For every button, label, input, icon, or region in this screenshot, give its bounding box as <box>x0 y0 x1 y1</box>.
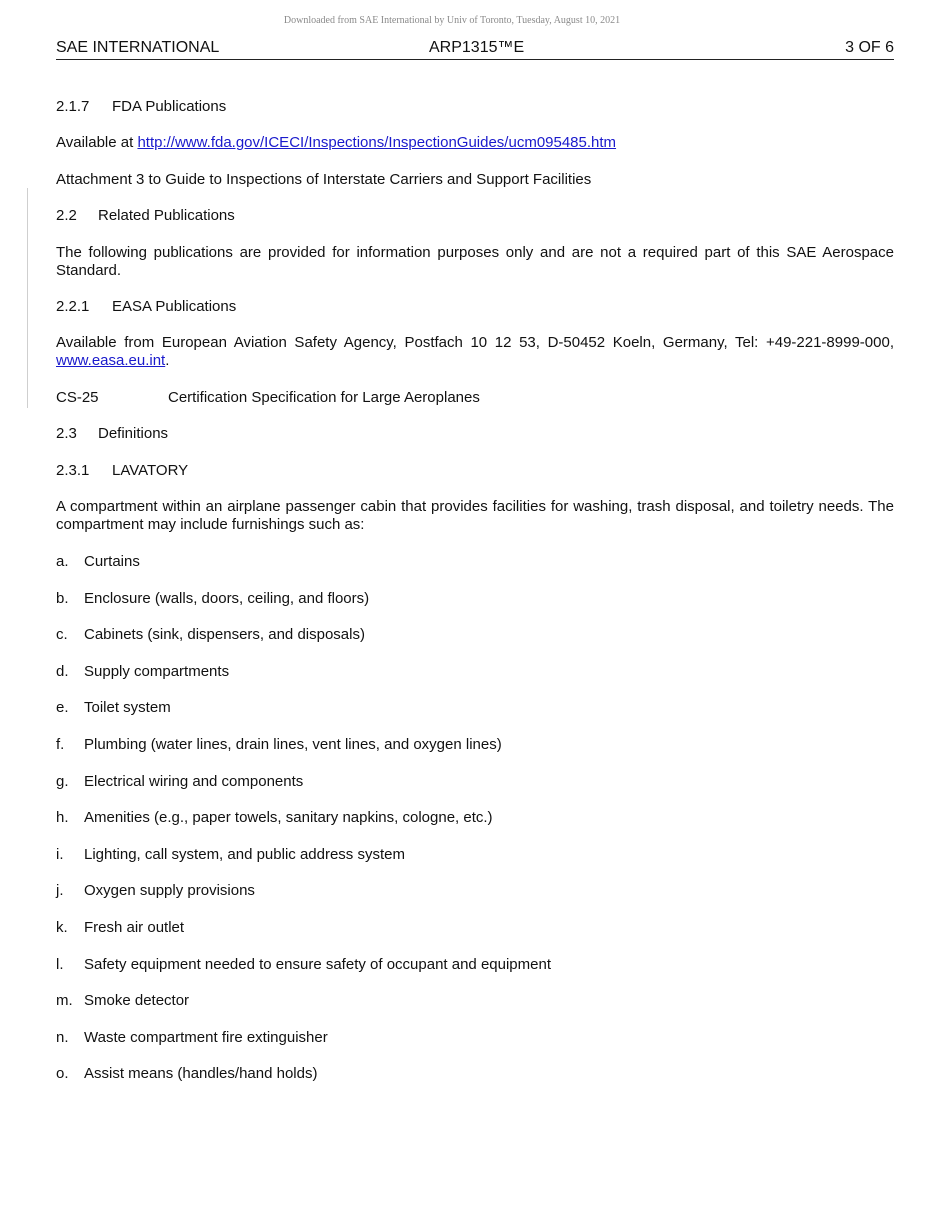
list-item-text: Enclosure (walls, doors, ceiling, and floors) <box>84 590 370 607</box>
list-item-letter: f. <box>56 736 65 753</box>
section-2-3-1-heading <box>56 462 188 480</box>
list-item-letter: l. <box>56 956 64 973</box>
list-item-text: Safety equipment needed to ensure safety of occupant and equipment <box>84 956 551 973</box>
section-title: EASA Publications <box>112 298 237 315</box>
list-item-letter: i. <box>56 846 64 863</box>
header-page-number: 3 OF 6 <box>845 39 894 56</box>
easa-url-suffix: . <box>165 352 170 369</box>
list-item-text: Plumbing (water lines, drain lines, vent lines, and oxygen lines) <box>84 736 502 753</box>
list-item-letter: j. <box>56 882 64 899</box>
list-item-letter: d. <box>56 663 69 680</box>
list-item-text: Smoke detector <box>84 992 190 1009</box>
list-item-letter: k. <box>56 919 68 936</box>
easa-url-link[interactable]: www.easa.eu.int <box>56 352 166 369</box>
revision-bar <box>27 188 28 408</box>
list-item-text: Lighting, call system, and public address system <box>84 846 405 863</box>
fda-attachment: Attachment 3 to Guide to Inspections of Interstate Carriers and Support Facilities <box>56 171 592 188</box>
header-org: SAE INTERNATIONAL <box>56 39 220 56</box>
list-item-letter: n. <box>56 1029 69 1046</box>
header-doc-id: ARP1315™E <box>429 39 525 56</box>
list-item-text: Cabinets (sink, dispensers, and disposals) <box>84 626 365 643</box>
list-item-letter: b. <box>56 590 69 607</box>
list-item-text: Toilet system <box>84 699 171 716</box>
cs25-code: CS-25 <box>56 389 99 406</box>
list-item-letter: c. <box>56 626 68 643</box>
cs25-title: Certification Specification for Large Aeroplanes <box>168 389 480 406</box>
section-title: Definitions <box>98 425 169 442</box>
list-item-text: Supply compartments <box>84 663 230 680</box>
related-publications-text: The following publications are provided for information purposes only and are not a required part of this SAE Aerospace Standard. <box>56 244 894 279</box>
page-header <box>56 39 894 60</box>
list-item-letter: o. <box>56 1065 69 1082</box>
section-title: FDA Publications <box>112 98 227 115</box>
fda-availability <box>56 134 616 152</box>
section-number: 2.1.7 <box>56 98 90 115</box>
list-item-text: Fresh air outlet <box>84 919 185 936</box>
available-prefix: Available at <box>56 134 138 151</box>
fda-url-link[interactable]: http://www.fda.gov/ICECI/Inspections/InspectionGuides/ucm095485.htm <box>137 134 617 151</box>
section-number: 2.3 <box>56 425 77 442</box>
list-item-text: Waste compartment fire extinguisher <box>84 1029 328 1046</box>
download-watermark: Downloaded from SAE International by Univ of Toronto, Tuesday, August 10, 2021 <box>283 15 621 26</box>
list-item-letter: e. <box>56 699 69 716</box>
list-item-letter: a. <box>56 553 69 570</box>
list-item-letter: h. <box>56 809 69 826</box>
lavatory-definition: A compartment within an airplane passenger cabin that provides facilities for washing, trash disposal, and toiletry needs. The compartment may include furnishings such as: <box>56 498 894 533</box>
list-item-text: Curtains <box>84 553 140 570</box>
section-title: LAVATORY <box>112 462 189 479</box>
list-item-text: Assist means (handles/hand holds) <box>84 1065 318 1082</box>
easa-availability <box>56 334 894 370</box>
section-number: 2.2 <box>56 207 77 224</box>
list-item-letter: m. <box>56 992 73 1009</box>
section-2-1-7-heading <box>56 98 226 116</box>
section-2-3-heading <box>56 425 168 443</box>
section-number: 2.2.1 <box>56 298 90 315</box>
list-item-text: Oxygen supply provisions <box>84 882 255 899</box>
section-2-2-1-heading <box>56 298 236 316</box>
section-title: Related Publications <box>98 207 235 224</box>
list-item-letter: g. <box>56 773 69 790</box>
section-number: 2.3.1 <box>56 462 90 479</box>
section-2-2-heading <box>56 207 235 225</box>
list-item-text: Electrical wiring and components <box>84 773 304 790</box>
easa-address-text: Available from European Aviation Safety Agency, Postfach 10 12 53, D-50452 Koeln, Germany, Tel: +49-221-8999-000, <box>56 334 894 351</box>
list-item-text: Amenities (e.g., paper towels, sanitary napkins, cologne, etc.) <box>84 809 493 826</box>
